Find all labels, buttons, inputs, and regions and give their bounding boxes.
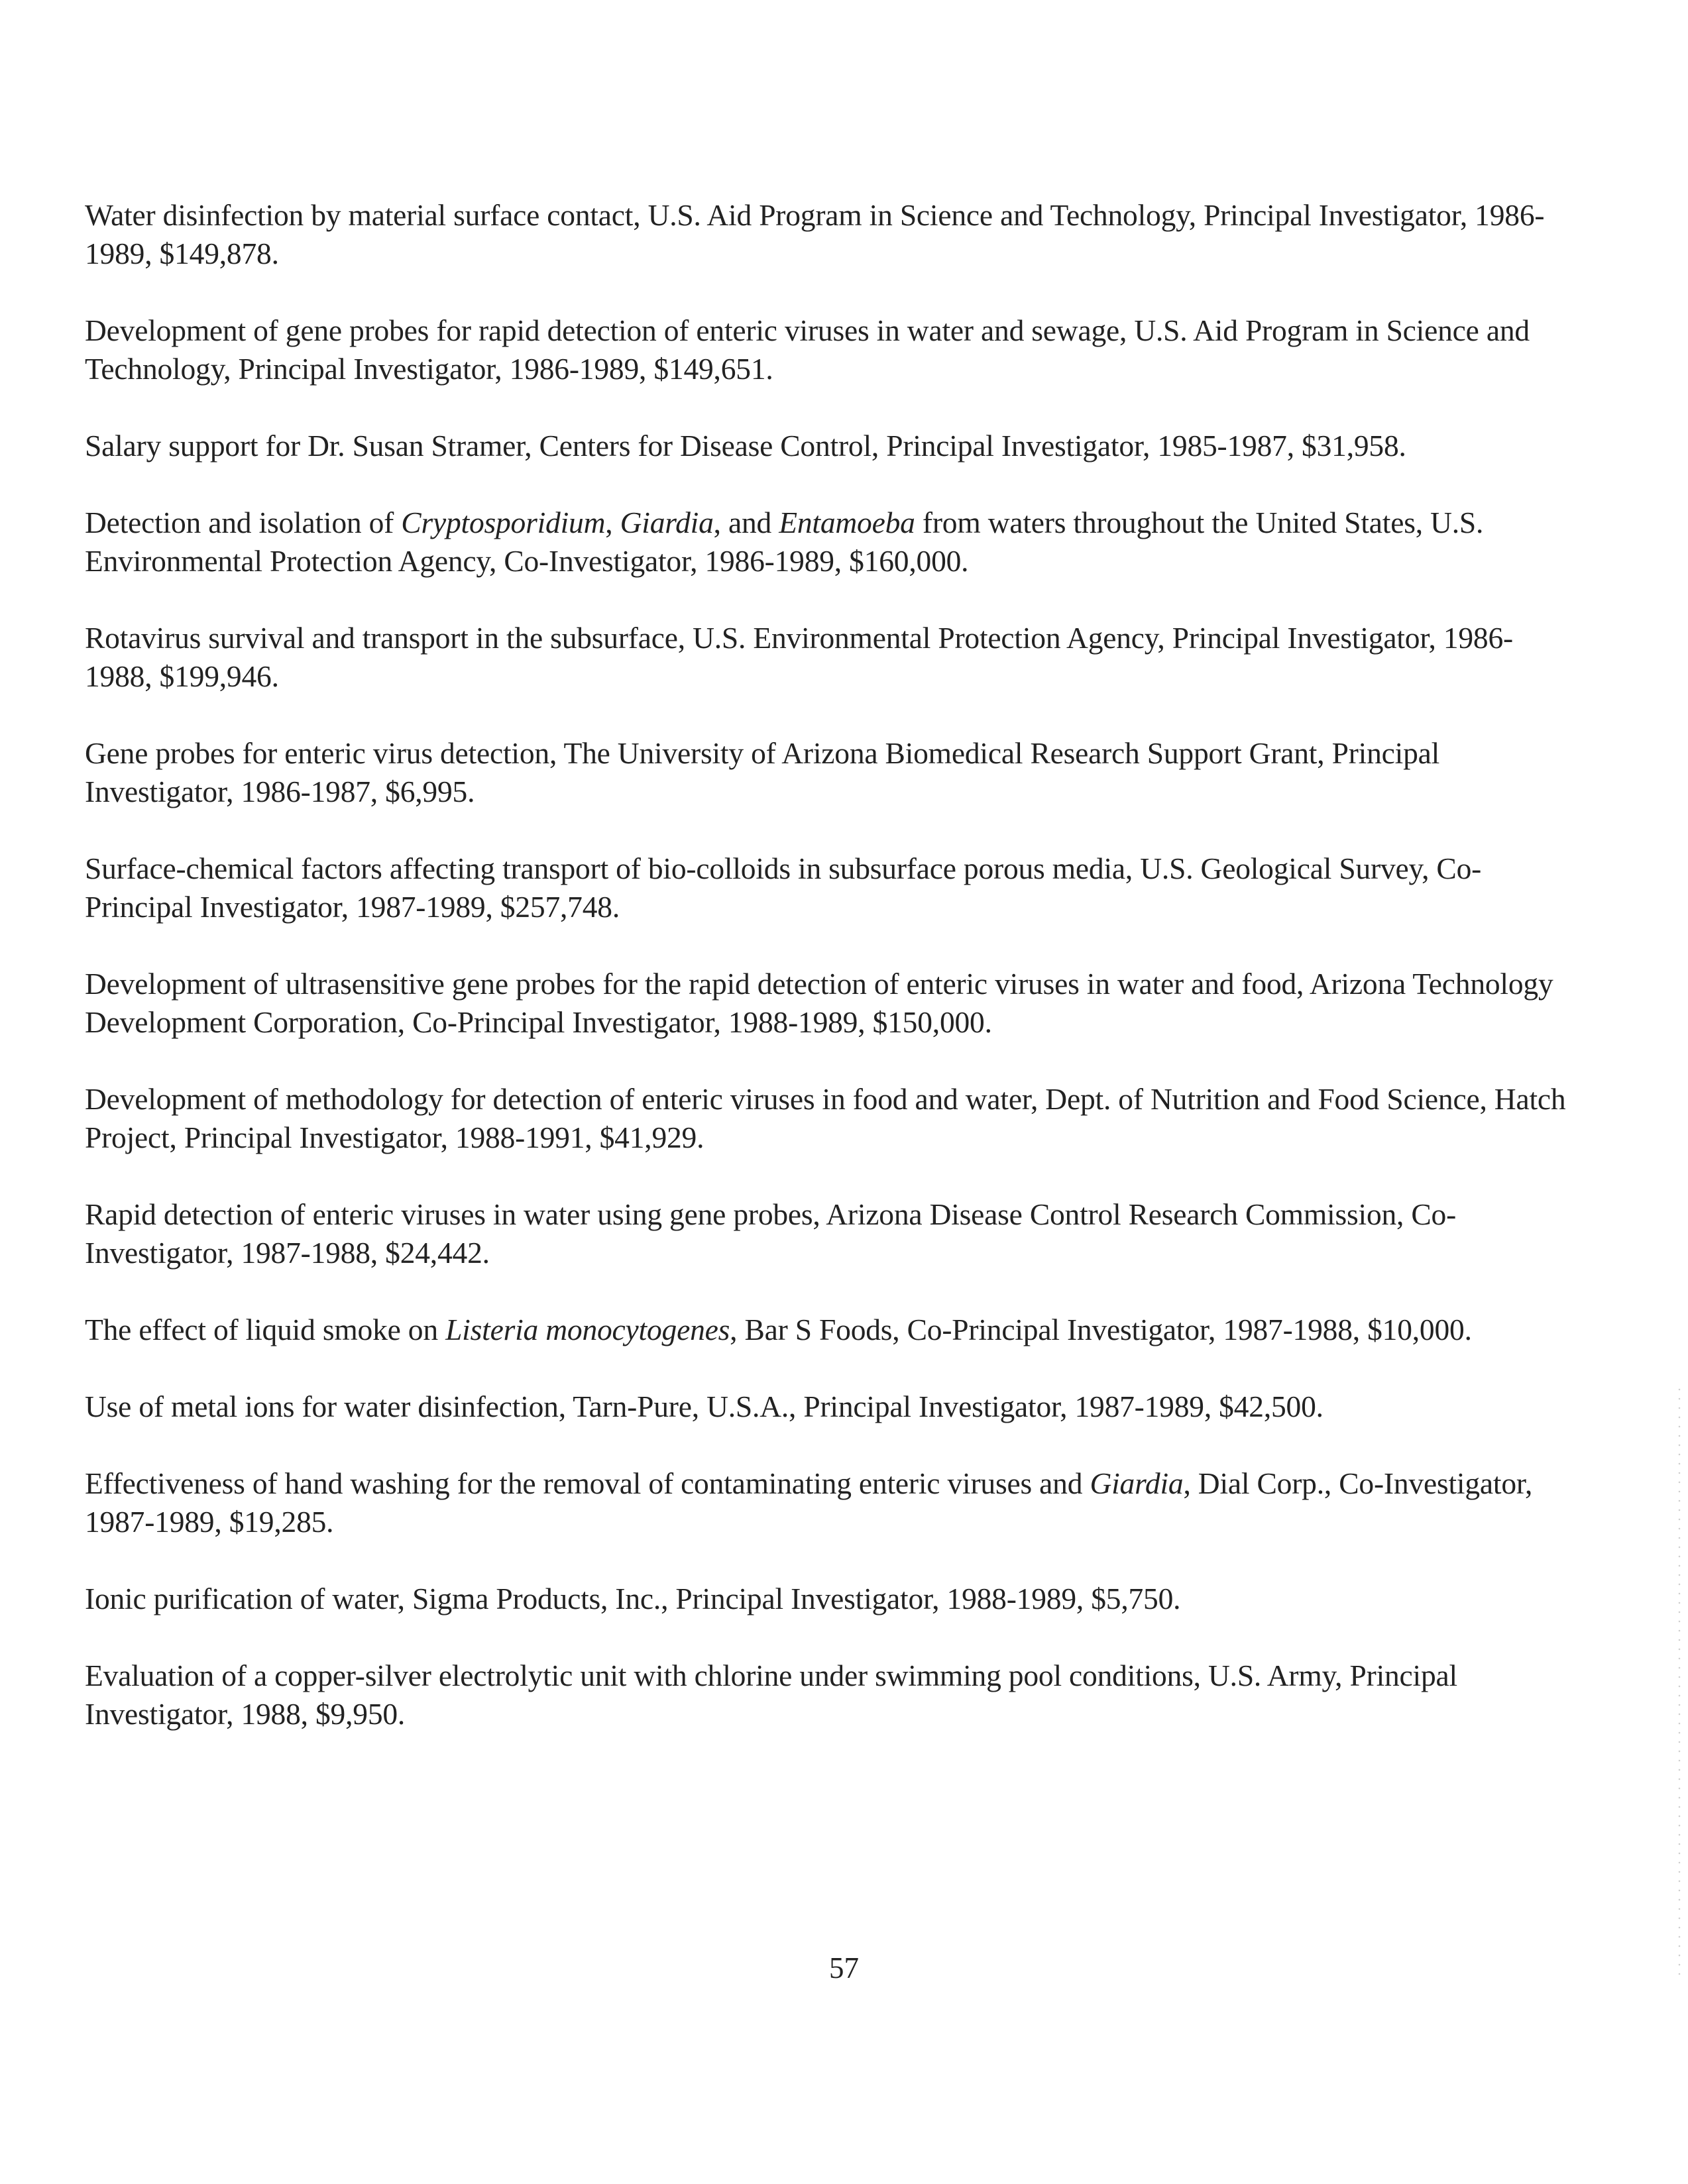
grant-entry: [85, 504, 1576, 580]
page-number: 57: [829, 1951, 859, 1985]
grant-entry: [85, 619, 1576, 696]
entry-text: , Dial Corp., Co-Investigator, 1987-1989, $19,285.: [85, 1466, 1533, 1539]
entry-text: ,: [605, 506, 620, 539]
grant-entry: [85, 1195, 1576, 1272]
entry-text: Development of methodology for detection of enteric viruses in food and water, Dept. of Nutrition and Food Science, Hatch Project, Principal Investigator, 1988-1991, $41,929.: [85, 1082, 1566, 1154]
entry-text: Rapid detection of enteric viruses in water using gene probes, Arizona Disease Control Research Commission, Co-Investigator, 1987-1988, $24,442.: [85, 1197, 1457, 1270]
grant-entry: [85, 1580, 1576, 1618]
organism-name: Entamoeba: [779, 506, 915, 539]
grant-entry: [85, 1080, 1576, 1157]
grant-entry: [85, 1464, 1576, 1541]
organism-name: Listeria monocytogenes: [445, 1313, 730, 1346]
entry-text: Development of gene probes for rapid detection of enteric viruses in water and sewage, U.S. Aid Program in Science and Technology, Principal Investigator, 1986-1989, $149,651.: [85, 313, 1530, 386]
grant-entry: [85, 1657, 1576, 1733]
entry-text: , Bar S Foods, Co-Principal Investigator, 1987-1988, $10,000.: [730, 1313, 1472, 1346]
entry-text: Surface-chemical factors affecting transport of bio-colloids in subsurface porous media, U.S. Geological Survey, Co-Principal Investigator, 1987-1989, $257,748.: [85, 851, 1482, 924]
grant-entry: [85, 1388, 1576, 1426]
grant-entry: [85, 196, 1576, 273]
organism-name: Cryptosporidium: [401, 506, 606, 539]
entry-text: Water disinfection by material surface contact, U.S. Aid Program in Science and Technology, Principal Investigator, 1986-1989, $149,878.: [85, 198, 1545, 270]
entry-text: Development of ultrasensitive gene probes for the rapid detection of enteric viruses in water and food, Arizona Technology Development Corporation, Co-Principal Investigator, 1988-1989, $150,000.: [85, 967, 1553, 1039]
grant-entry: [85, 311, 1576, 388]
entry-text: Use of metal ions for water disinfection, Tarn-Pure, U.S.A., Principal Investigator, 1987-1989, $42,500.: [85, 1390, 1323, 1423]
grant-entry: [85, 734, 1576, 811]
entry-text: The effect of liquid smoke on: [85, 1313, 446, 1346]
scan-edge-artifact: [1678, 1385, 1681, 1981]
organism-name: Giardia: [1090, 1466, 1184, 1500]
grant-entry: [85, 1311, 1576, 1349]
entry-text: Rotavirus survival and transport in the subsurface, U.S. Environmental Protection Agency, Principal Investigator, 1986-1988, $199,946.: [85, 621, 1513, 693]
entry-text: from waters throughout the United States, U.S. Environmental Protection Agency, Co-Investigator, 1986-1989, $160,000.: [85, 506, 1484, 578]
entry-text: Evaluation of a copper-silver electrolytic unit with chlorine under swimming pool conditions, U.S. Army, Principal Investigator, 1988, $9,950.: [85, 1659, 1457, 1731]
grant-entry: [85, 849, 1576, 926]
organism-name: Giardia: [620, 506, 714, 539]
entry-text: Detection and isolation of: [85, 506, 402, 539]
entry-text: Ionic purification of water, Sigma Products, Inc., Principal Investigator, 1988-1989, $5,750.: [85, 1582, 1181, 1615]
grant-entry: [85, 427, 1576, 465]
grant-list: [85, 196, 1576, 1772]
entry-text: , and: [713, 506, 779, 539]
entry-text: Effectiveness of hand washing for the removal of contaminating enteric viruses and: [85, 1466, 1090, 1500]
grant-entry: [85, 965, 1576, 1042]
entry-text: Gene probes for enteric virus detection, The University of Arizona Biomedical Research Support Grant, Principal Investigator, 1986-1987, $6,995.: [85, 736, 1440, 808]
entry-text: Salary support for Dr. Susan Stramer, Centers for Disease Control, Principal Investigator, 1985-1987, $31,958.: [85, 429, 1406, 463]
